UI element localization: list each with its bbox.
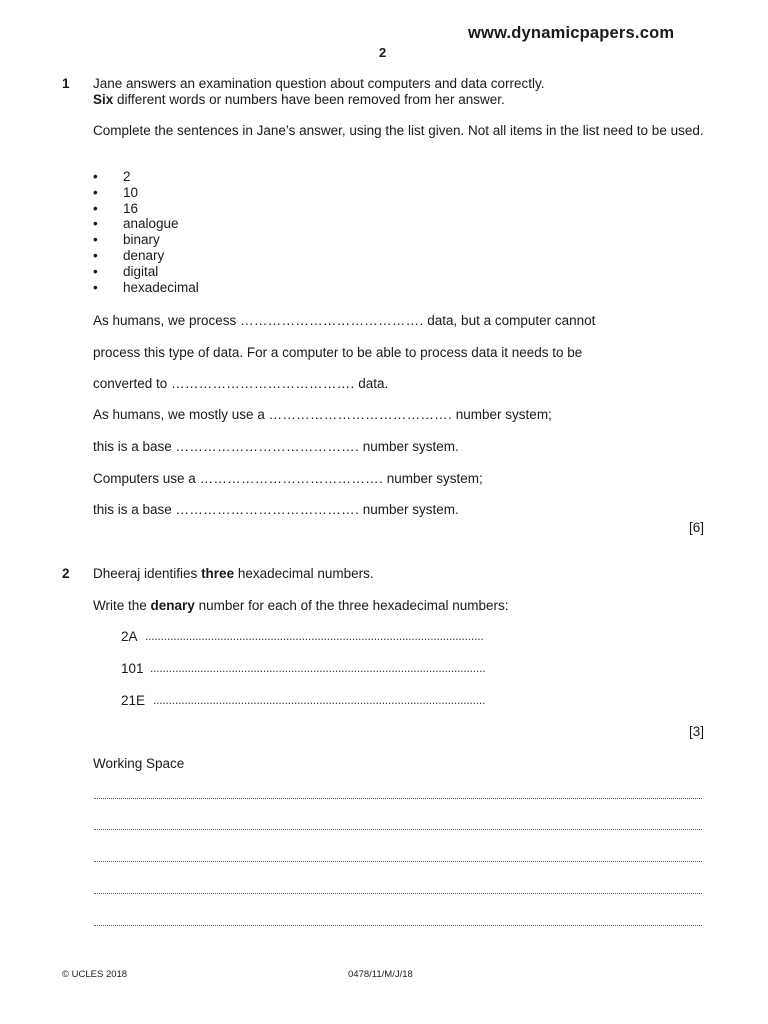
hex-label: 21E	[121, 693, 146, 708]
working-space-line[interactable]	[94, 829, 702, 830]
sentence-line	[93, 502, 459, 517]
marks-label: [6]	[688, 520, 704, 535]
answer-dots[interactable]: ............................................................................................................	[145, 629, 484, 643]
sentence-text: Computers use a	[93, 471, 200, 486]
bullet-icon: •	[93, 184, 98, 200]
hex-label: 2A	[121, 629, 138, 644]
sentence-line	[93, 345, 582, 360]
working-space-line[interactable]	[94, 861, 702, 862]
bullet-icon: •	[93, 232, 98, 248]
answer-dots[interactable]: ..........................................................................................................	[153, 693, 486, 707]
list-item-text: denary	[123, 247, 165, 263]
question-1-number: 1	[62, 76, 70, 91]
answer-gap[interactable]: ………………………………….	[175, 502, 359, 517]
list-item	[93, 169, 199, 185]
list-item	[93, 216, 199, 232]
sentence-text: As humans, we mostly use a	[93, 407, 269, 422]
instruction-text: number for each of the three hexadecimal numbers:	[194, 598, 509, 613]
question-2-instruction	[93, 598, 705, 614]
working-space-line[interactable]	[94, 893, 702, 894]
list-item	[93, 201, 199, 217]
sentence-line	[93, 407, 552, 422]
sentence-text: converted to	[93, 376, 172, 391]
watermark-url: www.dynamicpapers.com	[468, 24, 675, 42]
bullet-icon: •	[93, 247, 98, 263]
sentence-line	[93, 376, 388, 391]
list-item	[93, 280, 199, 296]
working-space-label: Working Space	[93, 756, 185, 771]
sentence-text: data, but a computer cannot	[423, 313, 596, 328]
hex-answer-row	[121, 693, 486, 708]
answer-gap[interactable]: ………………………………….	[240, 313, 424, 328]
working-space-line[interactable]	[94, 798, 702, 799]
question-2-number: 2	[62, 566, 70, 581]
bullet-icon: •	[93, 169, 98, 184]
marks-label: [3]	[688, 724, 704, 739]
bullet-icon: •	[93, 200, 98, 216]
answer-gap[interactable]: ………………………………….	[199, 471, 384, 486]
intro-text: Dheeraj identifies	[93, 566, 202, 581]
answer-dots[interactable]: ...........................................................................................................	[150, 661, 486, 675]
question-1-intro-line2	[93, 92, 705, 108]
paper-code: 0478/11/M/J/18	[348, 969, 413, 980]
sentence-line	[93, 439, 459, 454]
sentence-text: number system;	[452, 407, 552, 422]
question-1-instruction: Complete the sentences in Jane’s answer, using the list given. Not all items in the list need to be used.	[93, 123, 704, 138]
list-item-text: 2	[123, 169, 131, 184]
question-2-intro	[93, 566, 705, 582]
question-1-intro	[93, 76, 705, 108]
hex-label: 101	[121, 661, 144, 676]
list-item	[93, 264, 199, 280]
hex-answer-row	[121, 629, 484, 644]
sentence-text: this is a base	[93, 439, 176, 454]
sentence-text: this is a base	[93, 502, 176, 517]
list-item-text: 16	[123, 200, 139, 216]
sentence-text: number system.	[359, 502, 459, 517]
copyright: © UCLES 2018	[62, 969, 128, 980]
bullet-icon: •	[93, 279, 98, 295]
question-1-intro-line1: Jane answers an examination question about computers and data correctly.	[93, 76, 545, 91]
sentence-text: number system;	[383, 471, 483, 486]
list-item	[93, 248, 199, 264]
bullet-icon: •	[93, 216, 98, 232]
sentence-text: number system.	[359, 439, 459, 454]
list-item	[93, 185, 199, 201]
working-space-line[interactable]	[94, 925, 702, 926]
bold-six: Six	[93, 92, 114, 107]
answer-gap[interactable]: ………………………………….	[268, 407, 453, 422]
hex-answer-row	[121, 661, 486, 676]
sentence-line	[93, 313, 595, 328]
bold-denary: denary	[150, 598, 195, 613]
bold-three: three	[201, 566, 235, 581]
page-number: 2	[379, 45, 387, 60]
list-item-text: analogue	[123, 216, 179, 232]
sentence-line	[93, 471, 483, 486]
list-item-text: 10	[123, 184, 139, 200]
list-item-text: hexadecimal	[123, 279, 199, 295]
list-item-text: digital	[123, 263, 159, 279]
intro-rest: different words or numbers have been removed from her answer.	[113, 92, 505, 107]
sentence-text: process this type of data. For a computer to be able to process data it needs to be	[93, 345, 583, 360]
list-item	[93, 232, 199, 248]
list-item-text: binary	[123, 232, 160, 248]
answer-gap[interactable]: ………………………………….	[171, 376, 355, 391]
answer-gap[interactable]: ………………………………….	[175, 439, 359, 454]
sentence-text: As humans, we process	[93, 313, 241, 328]
bullet-icon: •	[93, 263, 98, 279]
sentence-text: data.	[354, 376, 389, 391]
word-list	[93, 169, 199, 295]
instruction-text: Write the	[93, 598, 151, 613]
intro-text: hexadecimal numbers.	[234, 566, 374, 581]
